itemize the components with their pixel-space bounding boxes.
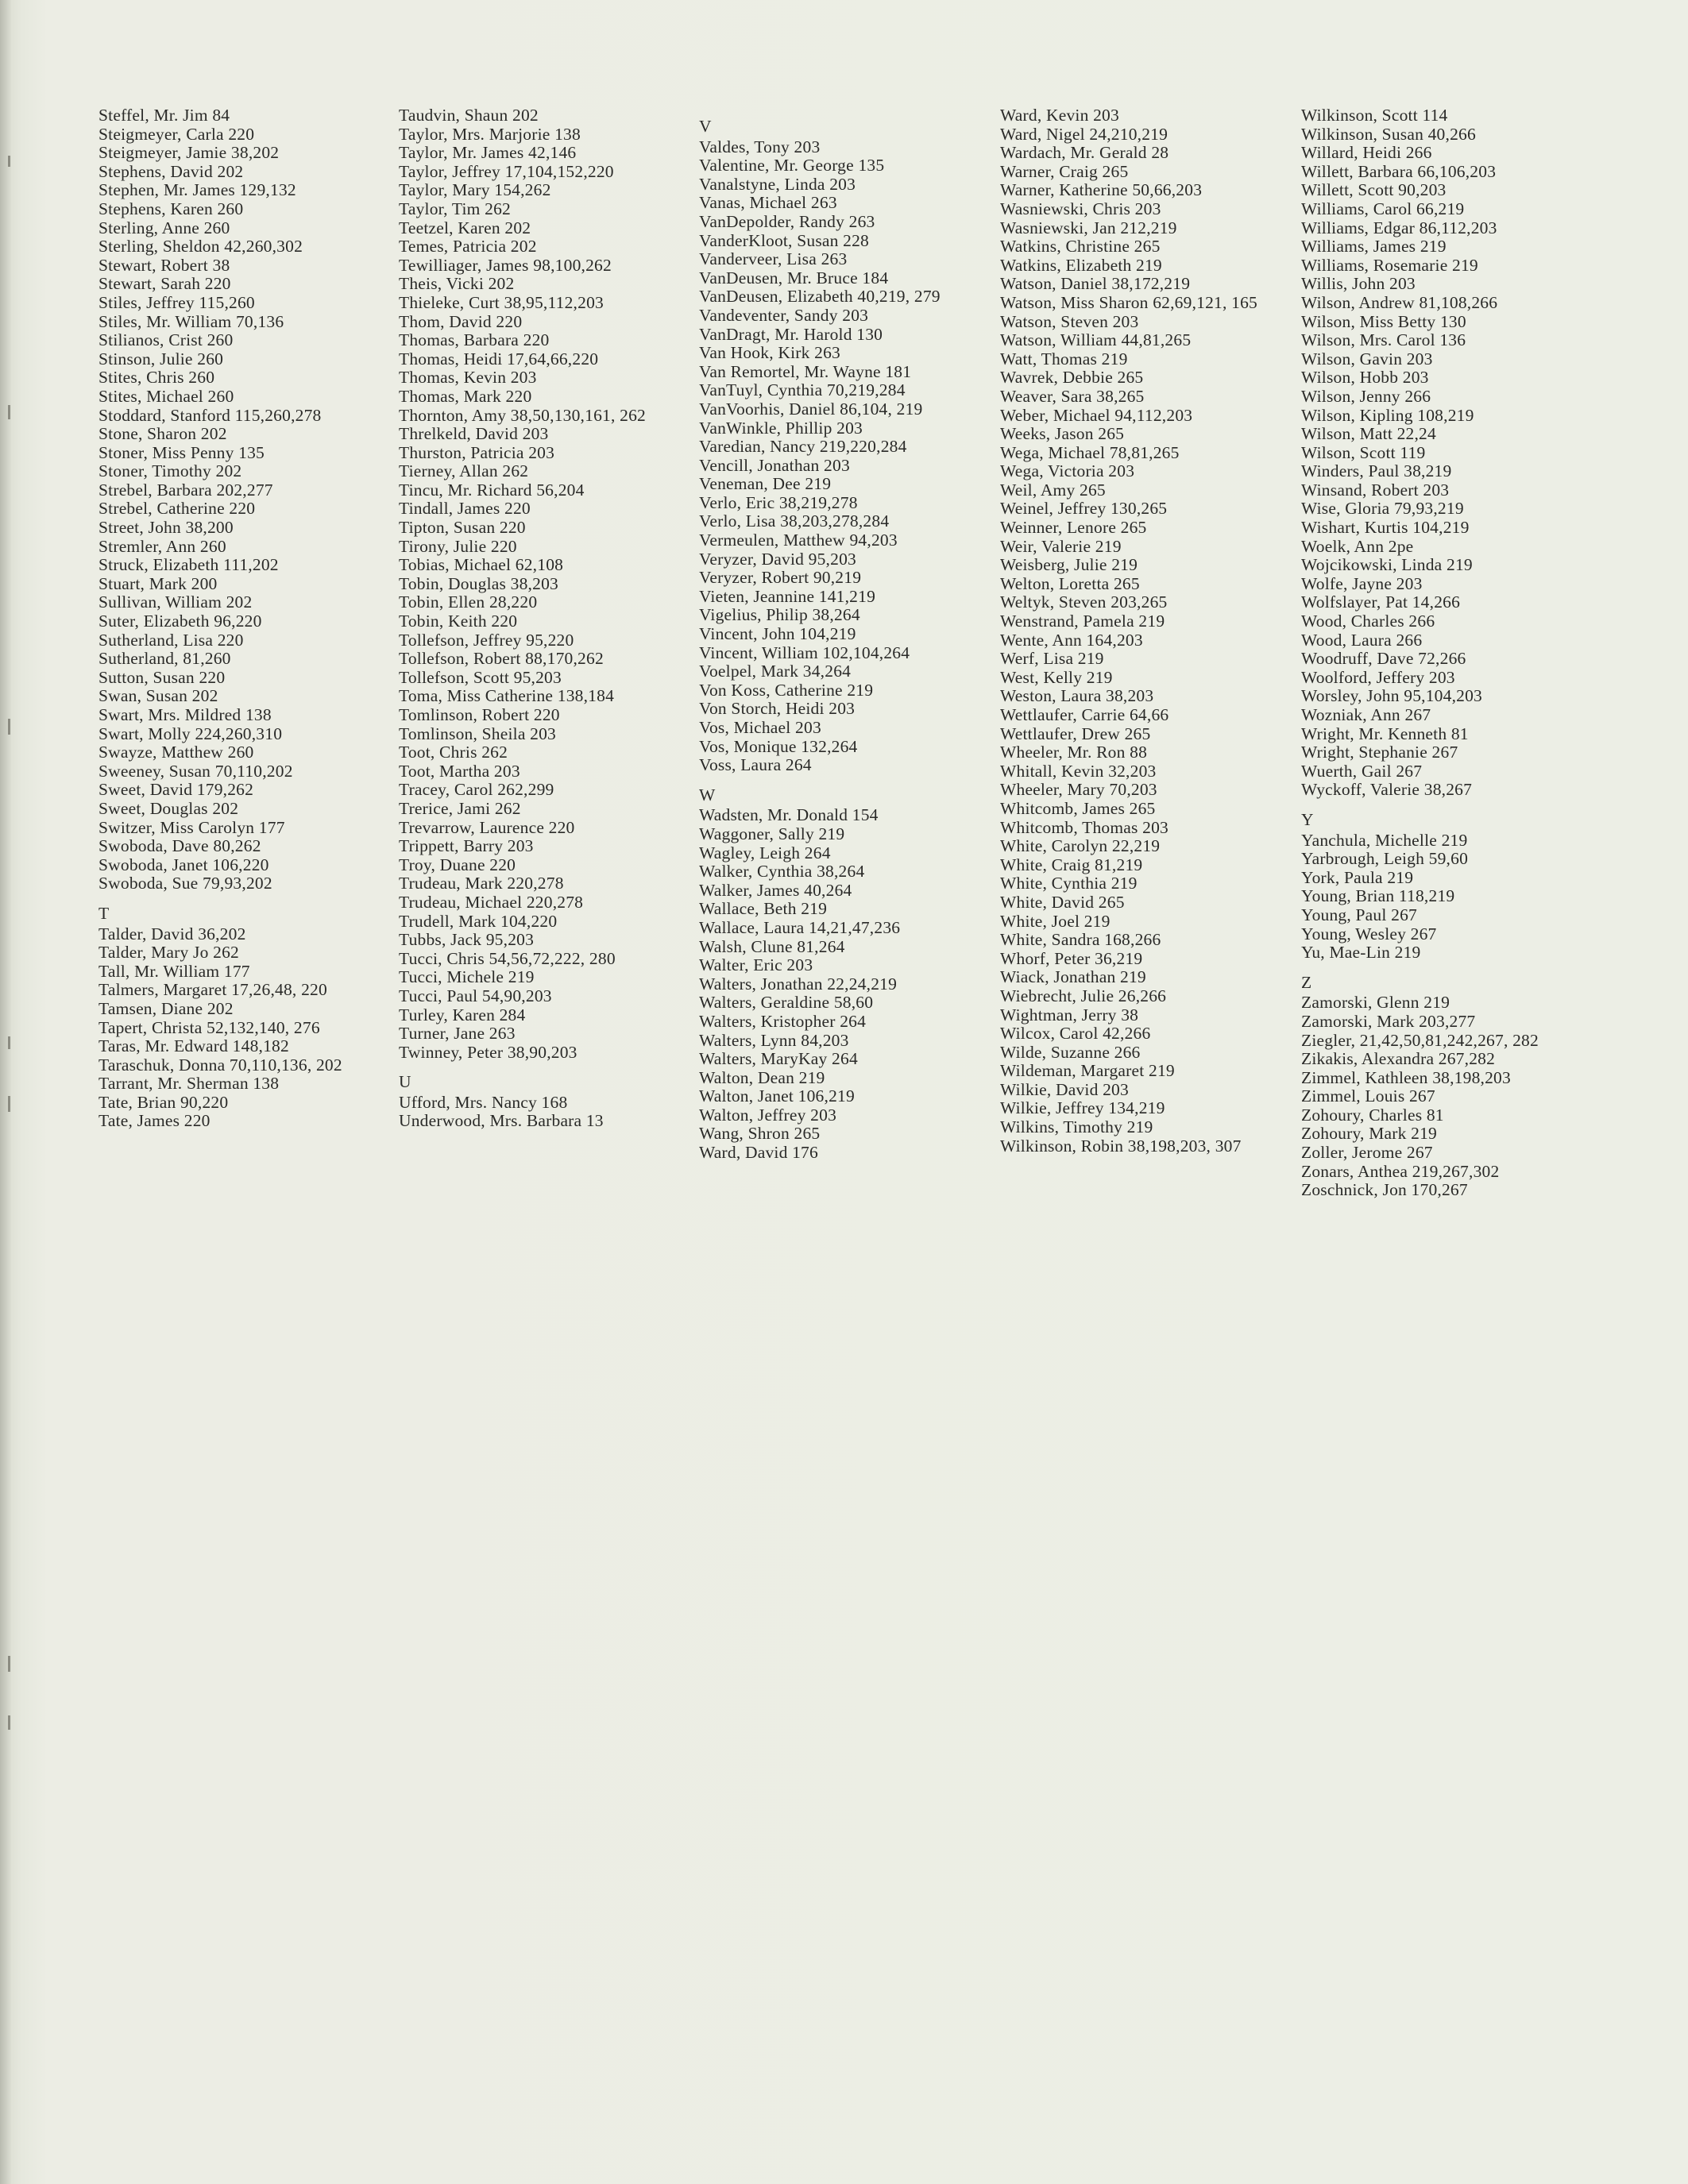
index-entry: Walters, Kristopher 264 (699, 1011, 867, 1031)
index-entry: Weil, Amy 265 (1000, 480, 1106, 500)
index-entry: Strebel, Barbara 202,277 (98, 480, 273, 500)
index-entry: Wojcikowski, Linda 219 (1301, 555, 1473, 575)
index-entry: Wilson, Mrs. Carol 136 (1301, 330, 1466, 350)
index-entry: Verlo, Eric 38,219,278 (699, 492, 858, 512)
index-entry: Wang, Shron 265 (699, 1124, 821, 1144)
index-entry: Wenstrand, Pamela 219 (1000, 612, 1165, 631)
index-entry: Thomas, Heidi 17,64,66,220 (399, 349, 599, 369)
index-entry: Wiack, Jonathan 219 (1000, 967, 1146, 987)
index-entry: Talmers, Margaret 17,26,48, 220 (98, 980, 327, 1000)
index-entry: Tierney, Allan 262 (399, 461, 529, 481)
index-entry: Stiles, Mr. William 70,136 (98, 311, 284, 331)
index-entry: Stiles, Jeffrey 115,260 (98, 292, 255, 312)
section-letter: U (399, 1072, 411, 1092)
index-entry: Taudvin, Shaun 202 (399, 106, 539, 125)
index-entry: Wishart, Kurtis 104,219 (1301, 518, 1470, 538)
index-entry: Werf, Lisa 219 (1000, 649, 1104, 669)
index-entry: Warner, Craig 265 (1000, 161, 1129, 181)
index-entry: Whitall, Kevin 32,203 (1000, 761, 1157, 781)
index-entry: Watt, Thomas 219 (1000, 349, 1128, 369)
index-entry: Trippett, Barry 203 (399, 836, 534, 856)
index-entry: Tincu, Mr. Richard 56,204 (399, 480, 585, 500)
index-entry: Willard, Heidi 266 (1301, 143, 1432, 163)
index-entry: Stone, Sharon 202 (98, 424, 227, 444)
index-entry: Tobias, Michael 62,108 (399, 555, 564, 575)
index-entry: Stilianos, Crist 260 (98, 330, 234, 350)
index-entry: Weltyk, Steven 203,265 (1000, 592, 1168, 612)
index-entry: Wyckoff, Valerie 38,267 (1301, 780, 1473, 800)
index-entry: Walters, Jonathan 22,24,219 (699, 974, 898, 994)
index-entry: Theis, Vicki 202 (399, 274, 515, 294)
index-entry: Tubbs, Jack 95,203 (399, 930, 535, 950)
index-entry: Toot, Chris 262 (399, 743, 508, 762)
index-entry: Tobin, Ellen 28,220 (399, 592, 538, 612)
index-entry: Taras, Mr. Edward 148,182 (98, 1036, 289, 1056)
index-entry: Tucci, Chris 54,56,72,222, 280 (399, 948, 616, 968)
index-entry: Von Koss, Catherine 219 (699, 680, 874, 700)
index-entry: Wasniewski, Jan 212,219 (1000, 218, 1177, 237)
index-entry: Tipton, Susan 220 (399, 518, 526, 538)
index-entry: Whorf, Peter 36,219 (1000, 948, 1143, 968)
index-entry: Veryzer, David 95,203 (699, 549, 856, 569)
index-entry: Wallace, Beth 219 (699, 899, 828, 919)
index-entry: Waggoner, Sally 219 (699, 824, 845, 843)
index-entry: Tate, Brian 90,220 (98, 1092, 229, 1112)
index-entry: Wettlaufer, Drew 265 (1000, 723, 1151, 743)
index-entry: Wiebrecht, Julie 26,266 (1000, 986, 1167, 1005)
index-entry: Ward, David 176 (699, 1143, 818, 1163)
index-entry: Welton, Loretta 265 (1000, 573, 1140, 593)
index-entry: Wilson, Scott 119 (1301, 442, 1426, 462)
index-entry: Twinney, Peter 38,90,203 (399, 1042, 577, 1062)
index-entry: Wood, Laura 266 (1301, 630, 1423, 650)
index-entry: Strebel, Catherine 220 (98, 499, 256, 519)
index-entry: Van Remortel, Mr. Wayne 181 (699, 361, 912, 381)
index-entry: Vincent, William 102,104,264 (699, 642, 910, 662)
index-entry: Zamorski, Mark 203,277 (1301, 1011, 1476, 1031)
index-entry: Wettlaufer, Carrie 64,66 (1000, 705, 1169, 724)
index-entry: Wega, Victoria 203 (1000, 461, 1135, 481)
index-column-3 (699, 106, 993, 1163)
index-entry: Tomlinson, Robert 220 (399, 705, 560, 724)
index-entry: Weeks, Jason 265 (1000, 424, 1125, 444)
index-entry: Worsley, John 95,104,203 (1301, 686, 1483, 706)
index-entry: West, Kelly 219 (1000, 667, 1113, 687)
index-entry: Tollefson, Robert 88,170,262 (399, 649, 604, 669)
index-entry: Swoboda, Janet 106,220 (98, 855, 269, 874)
index-entry: Wilson, Jenny 266 (1301, 386, 1431, 406)
index-entry: Woodruff, Dave 72,266 (1301, 649, 1466, 669)
index-entry: Weisberg, Julie 219 (1000, 555, 1138, 575)
index-entry: Wright, Mr. Kenneth 81 (1301, 723, 1469, 743)
index-entry: Tarrant, Mr. Sherman 138 (98, 1074, 280, 1094)
index-entry: Wright, Stephanie 267 (1301, 743, 1458, 762)
index-entry: Woelk, Ann 2pe (1301, 536, 1414, 556)
index-entry: Sutherland, Lisa 220 (98, 630, 244, 650)
index-entry: Trudeau, Michael 220,278 (399, 892, 584, 912)
index-entry: Stoddard, Stanford 115,260,278 (98, 405, 322, 425)
index-entry: Vos, Monique 132,264 (699, 736, 858, 756)
index-entry: Willett, Barbara 66,106,203 (1301, 161, 1497, 181)
index-entry: Stewart, Robert 38 (98, 255, 230, 275)
index-entry: Walters, MaryKay 264 (699, 1049, 858, 1069)
index-entry: Swoboda, Dave 80,262 (98, 836, 261, 856)
index-entry: Wilson, Andrew 81,108,266 (1301, 292, 1498, 312)
index-entry: Thomas, Kevin 203 (399, 368, 537, 388)
section-letter: W (699, 785, 716, 805)
index-entry: Wildeman, Margaret 219 (1000, 1061, 1175, 1081)
index-entry: Steffel, Mr. Jim 84 (98, 106, 230, 125)
section-letter: Y (1301, 809, 1314, 829)
index-entry: White, Cynthia 219 (1000, 874, 1138, 893)
index-entry: Vanas, Michael 263 (699, 193, 837, 213)
index-entry: Tomlinson, Sheila 203 (399, 723, 556, 743)
index-entry: Stephens, David 202 (98, 161, 244, 181)
index-entry: Willett, Scott 90,203 (1301, 180, 1447, 200)
index-entry: VanDeusen, Elizabeth 40,219, 279 (699, 287, 941, 307)
index-entry: Taraschuk, Donna 70,110,136, 202 (98, 1055, 342, 1075)
index-entry: Thurston, Patricia 203 (399, 442, 555, 462)
index-entry: Tate, James 220 (98, 1111, 211, 1131)
index-entry: Wilkie, David 203 (1000, 1079, 1129, 1099)
index-entry: Williams, Carol 66,219 (1301, 199, 1465, 218)
index-entry: Weinner, Lenore 265 (1000, 518, 1147, 538)
index-entry: Whitcomb, James 265 (1000, 798, 1156, 818)
index-entry: Stoner, Miss Penny 135 (98, 442, 265, 462)
index-entry: Talder, David 36,202 (98, 924, 246, 943)
index-entry: Sweet, Douglas 202 (98, 798, 239, 818)
margin-mark (8, 1656, 10, 1672)
index-entry: Trevarrow, Laurence 220 (399, 817, 575, 837)
index-entry: Sutherland, 81,260 (98, 649, 231, 669)
index-entry: Thomas, Barbara 220 (399, 330, 550, 350)
index-entry: Stites, Chris 260 (98, 368, 215, 388)
index-entry: Stoner, Timothy 202 (98, 461, 242, 481)
index-entry: Struck, Elizabeth 111,202 (98, 555, 279, 575)
index-entry: Tucci, Paul 54,90,203 (399, 986, 552, 1005)
index-entry: Zimmel, Louis 267 (1301, 1086, 1435, 1106)
index-entry: Williams, Edgar 86,112,203 (1301, 218, 1497, 237)
index-entry: Valdes, Tony 203 (699, 137, 821, 156)
index-entry: Young, Wesley 267 (1301, 924, 1437, 943)
index-entry: Young, Paul 267 (1301, 905, 1417, 924)
index-entry: VanderKloot, Susan 228 (699, 230, 870, 250)
index-entry: Zohoury, Charles 81 (1301, 1105, 1444, 1125)
index-entry: Ward, Nigel 24,210,219 (1000, 124, 1168, 144)
index-column-1 (98, 106, 392, 1131)
index-entry: White, Sandra 168,266 (1000, 930, 1161, 950)
index-entry: Tindall, James 220 (399, 499, 531, 519)
index-entry: Wadsten, Mr. Donald 154 (699, 805, 879, 825)
index-entry: Walton, Dean 219 (699, 1067, 825, 1087)
index-entry: VanDepolder, Randy 263 (699, 211, 875, 231)
index-entry: Watkins, Elizabeth 219 (1000, 255, 1162, 275)
section-letter: Z (1301, 972, 1312, 992)
index-entry: Switzer, Miss Carolyn 177 (98, 817, 285, 837)
index-entry: Walker, Cynthia 38,264 (699, 862, 865, 882)
index-entry: Wallace, Laura 14,21,47,236 (699, 917, 901, 937)
index-entry: Vos, Michael 203 (699, 718, 821, 737)
section-letter: T (98, 903, 110, 923)
index-entry: Stremler, Ann 260 (98, 536, 226, 556)
index-entry: Wilson, Matt 22,24 (1301, 424, 1436, 444)
index-entry: Young, Brian 118,219 (1301, 886, 1455, 906)
index-entry: Stites, Michael 260 (98, 386, 234, 406)
index-entry: Watson, Miss Sharon 62,69,121, 165 (1000, 292, 1257, 312)
index-entry: Tamsen, Diane 202 (98, 998, 234, 1018)
index-entry: Thieleke, Curt 38,95,112,203 (399, 292, 604, 312)
index-entry: Taylor, Tim 262 (399, 199, 512, 218)
index-entry: Veryzer, Robert 90,219 (699, 568, 862, 588)
index-entry: Taylor, Mary 154,262 (399, 180, 551, 200)
index-entry: Wilcox, Carol 42,266 (1000, 1024, 1151, 1044)
index-entry: Tobin, Keith 220 (399, 612, 518, 631)
index-entry: Turley, Karen 284 (399, 1005, 526, 1024)
index-entry: VanDragt, Mr. Harold 130 (699, 324, 883, 344)
index-entry: Swan, Susan 202 (98, 686, 218, 706)
index-entry: White, Craig 81,219 (1000, 855, 1143, 874)
index-entry: Stinson, Julie 260 (98, 349, 224, 369)
index-entry: Voelpel, Mark 34,264 (699, 662, 852, 681)
margin-mark (8, 1715, 10, 1730)
index-entry: Steigmeyer, Carla 220 (98, 124, 255, 144)
index-entry: Woolford, Jeffery 203 (1301, 667, 1455, 687)
index-entry: Tollefson, Jeffrey 95,220 (399, 630, 574, 650)
index-entry: Swart, Mrs. Mildred 138 (98, 705, 272, 724)
index-entry: Underwood, Mrs. Barbara 13 (399, 1111, 604, 1131)
index-entry: Sweeney, Susan 70,110,202 (98, 761, 293, 781)
index-entry: Walters, Geraldine 58,60 (699, 993, 874, 1013)
index-entry: Wilkinson, Susan 40,266 (1301, 124, 1476, 144)
margin-mark (8, 719, 10, 735)
index-entry: Zoller, Jerome 267 (1301, 1143, 1433, 1163)
index-entry: Tobin, Douglas 38,203 (399, 573, 558, 593)
index-entry: Wilkinson, Robin 38,198,203, 307 (1000, 1136, 1242, 1156)
index-entry: Yanchula, Michelle 219 (1301, 830, 1468, 850)
index-entry: Sterling, Sheldon 42,260,302 (98, 237, 303, 257)
index-entry: Walker, James 40,264 (699, 880, 852, 900)
index-entry: Wolfslayer, Pat 14,266 (1301, 592, 1461, 612)
index-entry: Walters, Lynn 84,203 (699, 1030, 849, 1050)
index-entry: Walter, Eric 203 (699, 955, 813, 975)
index-entry: Watson, Steven 203 (1000, 311, 1139, 331)
index-entry: Vincent, John 104,219 (699, 624, 856, 644)
index-entry: Temes, Patricia 202 (399, 237, 537, 257)
index-entry: Zohoury, Mark 219 (1301, 1124, 1437, 1144)
index-entry: Tracey, Carol 262,299 (399, 780, 554, 800)
index-entry: Wilson, Hobb 203 (1301, 368, 1429, 388)
index-entry: Verlo, Lisa 38,203,278,284 (699, 511, 890, 531)
index-entry: Vieten, Jeannine 141,219 (699, 586, 876, 606)
index-entry: Tirony, Julie 220 (399, 536, 517, 556)
index-entry: Von Storch, Heidi 203 (699, 699, 856, 719)
index-entry: Williams, James 219 (1301, 237, 1447, 257)
index-entry: Sweet, David 179,262 (98, 780, 254, 800)
index-entry: Tucci, Michele 219 (399, 967, 535, 987)
index-entry: Troy, Duane 220 (399, 855, 516, 874)
index-entry: Trudell, Mark 104,220 (399, 911, 558, 931)
index-entry: Swart, Molly 224,260,310 (98, 723, 283, 743)
index-entry: Warner, Katherine 50,66,203 (1000, 180, 1203, 200)
index-entry: Steigmeyer, Jamie 38,202 (98, 143, 280, 163)
index-entry: Taylor, Mr. James 42,146 (399, 143, 577, 163)
index-entry: Wightman, Jerry 38 (1000, 1005, 1139, 1024)
index-entry: Zamorski, Glenn 219 (1301, 993, 1450, 1013)
index-entry: Thom, David 220 (399, 311, 523, 331)
index-entry: Walsh, Clune 81,264 (699, 936, 845, 956)
index-entry: Willis, John 203 (1301, 274, 1416, 294)
index-entry: Street, John 38,200 (98, 518, 234, 538)
margin-mark (8, 405, 10, 419)
index-entry: Wavrek, Debbie 265 (1000, 368, 1144, 388)
index-entry: Vanalstyne, Linda 203 (699, 174, 856, 194)
index-entry: Trerice, Jami 262 (399, 798, 521, 818)
index-entry: Van Hook, Kirk 263 (699, 343, 840, 363)
index-entry: Sterling, Anne 260 (98, 218, 230, 237)
index-entry: VanTuyl, Cynthia 70,219,284 (699, 380, 906, 400)
index-entry: White, Carolyn 22,219 (1000, 836, 1161, 856)
index-entry: Wheeler, Mr. Ron 88 (1000, 743, 1148, 762)
index-entry: Zonars, Anthea 219,267,302 (1301, 1161, 1500, 1181)
index-entry: Whitcomb, Thomas 203 (1000, 817, 1169, 837)
index-entry: Toot, Martha 203 (399, 761, 520, 781)
index-entry: Wilson, Kipling 108,219 (1301, 405, 1474, 425)
index-entry: Veneman, Dee 219 (699, 474, 832, 494)
index-entry: Watson, William 44,81,265 (1000, 330, 1192, 350)
index-entry: Stuart, Mark 200 (98, 573, 218, 593)
index-entry: Stephens, Karen 260 (98, 199, 244, 218)
index-entry: Ward, Kevin 203 (1000, 106, 1119, 125)
index-entry: Vandeventer, Sandy 203 (699, 305, 869, 325)
index-entry: Winders, Paul 38,219 (1301, 461, 1452, 481)
index-entry: Weaver, Sara 38,265 (1000, 386, 1145, 406)
section-letter: V (699, 117, 712, 136)
index-entry: Weinel, Jeffrey 130,265 (1000, 499, 1168, 519)
index-entry: White, Joel 219 (1000, 911, 1111, 931)
index-entry: Williams, Rosemarie 219 (1301, 255, 1478, 275)
index-column-5 (1301, 106, 1595, 1200)
index-entry: Yarbrough, Leigh 59,60 (1301, 849, 1469, 869)
index-entry: Zikakis, Alexandra 267,282 (1301, 1049, 1496, 1069)
index-entry: Trudeau, Mark 220,278 (399, 874, 564, 893)
index-entry: Walton, Jeffrey 203 (699, 1105, 837, 1125)
index-entry: VanDeusen, Mr. Bruce 184 (699, 268, 889, 287)
index-entry: Stewart, Sarah 220 (98, 274, 231, 294)
index-entry: VanWinkle, Phillip 203 (699, 418, 863, 438)
index-entry: Weber, Michael 94,112,203 (1000, 405, 1193, 425)
binding-edge (0, 0, 11, 2184)
index-entry: Wilson, Miss Betty 130 (1301, 311, 1466, 331)
margin-mark (8, 1096, 10, 1112)
index-entry: Zimmel, Kathleen 38,198,203 (1301, 1067, 1511, 1087)
index-entry: Thomas, Mark 220 (399, 386, 532, 406)
index-entry: Wasniewski, Chris 203 (1000, 199, 1161, 218)
index-entry: Watkins, Christine 265 (1000, 237, 1161, 257)
index-entry: Wilson, Gavin 203 (1301, 349, 1433, 369)
index-entry: Wood, Charles 266 (1301, 612, 1435, 631)
index-entry: Wise, Gloria 79,93,219 (1301, 499, 1464, 519)
index-entry: Turner, Jane 263 (399, 1024, 516, 1044)
index-entry: Valentine, Mr. George 135 (699, 156, 885, 176)
index-entry: Swoboda, Sue 79,93,202 (98, 874, 272, 893)
index-entry: Wente, Ann 164,203 (1000, 630, 1143, 650)
index-column-4 (1000, 106, 1294, 1156)
index-column-2 (399, 106, 693, 1131)
index-entry: Talder, Mary Jo 262 (98, 943, 239, 963)
index-entry: Vermeulen, Matthew 94,203 (699, 531, 898, 550)
index-entry: Taylor, Jeffrey 17,104,152,220 (399, 161, 614, 181)
index-entry: Wozniak, Ann 267 (1301, 705, 1431, 724)
index-entry: Winsand, Robert 203 (1301, 480, 1450, 500)
index-entry: Sutton, Susan 220 (98, 667, 226, 687)
index-entry: Wilkinson, Scott 114 (1301, 106, 1448, 125)
index-entry: Wilde, Suzanne 266 (1000, 1042, 1141, 1062)
index-entry: Ufford, Mrs. Nancy 168 (399, 1092, 568, 1112)
margin-mark (8, 156, 10, 167)
index-entry: Wilkins, Timothy 219 (1000, 1117, 1153, 1137)
index-entry: Tall, Mr. William 177 (98, 961, 250, 981)
index-entry: Yu, Mae-Lin 219 (1301, 943, 1421, 963)
margin-mark (8, 1036, 10, 1049)
index-entry: Tollefson, Scott 95,203 (399, 667, 562, 687)
index-entry: Tapert, Christa 52,132,140, 276 (98, 1017, 320, 1037)
index-entry: Watson, Daniel 38,172,219 (1000, 274, 1191, 294)
index-entry: Tewilliager, James 98,100,262 (399, 255, 612, 275)
index-entry: Swayze, Matthew 260 (98, 743, 254, 762)
index-entry: Vanderveer, Lisa 263 (699, 249, 848, 269)
index-entry: Zoschnick, Jon 170,267 (1301, 1180, 1468, 1200)
index-entry: Taylor, Mrs. Marjorie 138 (399, 124, 581, 144)
index-entry: Toma, Miss Catherine 138,184 (399, 686, 615, 706)
index-entry: Wuerth, Gail 267 (1301, 761, 1423, 781)
index-entry: Sullivan, William 202 (98, 592, 253, 612)
index-entry: Teetzel, Karen 202 (399, 218, 531, 237)
index-entry: Thornton, Amy 38,50,130,161, 262 (399, 405, 646, 425)
index-entry: Wolfe, Jayne 203 (1301, 573, 1423, 593)
index-entry: Voss, Laura 264 (699, 755, 812, 775)
index-entry: Wheeler, Mary 70,203 (1000, 780, 1157, 800)
index-entry: Threlkeld, David 203 (399, 424, 549, 444)
index-entry: Wega, Michael 78,81,265 (1000, 442, 1180, 462)
index-entry: Weir, Valerie 219 (1000, 536, 1122, 556)
index-entry: Varedian, Nancy 219,220,284 (699, 437, 907, 457)
index-entry: Stephen, Mr. James 129,132 (98, 180, 296, 200)
index-entry: York, Paula 219 (1301, 867, 1414, 887)
index-entry: Wardach, Mr. Gerald 28 (1000, 143, 1169, 163)
index-entry: Vencill, Jonathan 203 (699, 455, 850, 475)
index-entry: White, David 265 (1000, 892, 1125, 912)
index-entry: Wagley, Leigh 264 (699, 843, 831, 862)
index-entry: Vigelius, Philip 38,264 (699, 605, 860, 625)
index-entry: Wilkie, Jeffrey 134,219 (1000, 1098, 1165, 1118)
index-entry: Ziegler, 21,42,50,81,242,267, 282 (1301, 1030, 1539, 1050)
index-entry: Walton, Janet 106,219 (699, 1086, 855, 1106)
index-entry: Suter, Elizabeth 96,220 (98, 612, 262, 631)
index-entry: Weston, Laura 38,203 (1000, 686, 1154, 706)
index-entry: VanVoorhis, Daniel 86,104, 219 (699, 399, 923, 419)
